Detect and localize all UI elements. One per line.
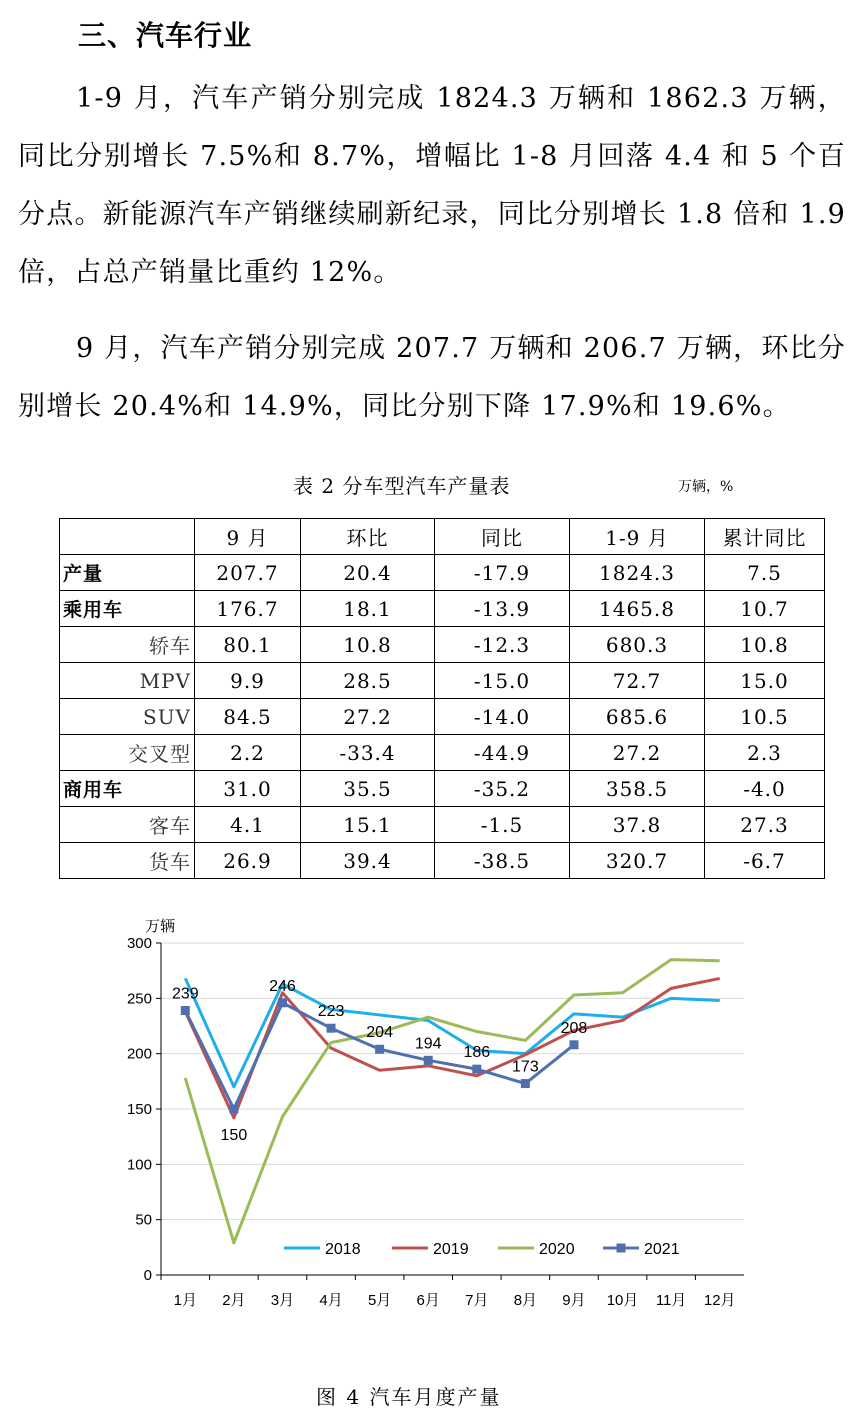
table-header-cell: 同比	[435, 519, 570, 555]
figure-caption: 图 4 汽车月度产量	[316, 1385, 502, 1409]
table-cell: -1.5	[435, 807, 570, 843]
table-row	[60, 627, 825, 663]
row-label: 乘用车	[60, 591, 195, 627]
y-tick-label: 250	[126, 990, 152, 1008]
table-cell: -4.0	[705, 771, 825, 807]
table-cell: 37.8	[570, 807, 705, 843]
table-cell: 10.5	[705, 699, 825, 735]
table-cell: 9.9	[195, 663, 301, 699]
table-cell: 15.1	[301, 807, 435, 843]
y-tick-label: 300	[126, 935, 152, 952]
data-point-2021	[327, 1024, 336, 1033]
table-unit: 万辆，%	[678, 479, 734, 495]
series-line-2019	[185, 978, 719, 1117]
data-point-2021	[181, 1006, 190, 1015]
row-label: 产量	[60, 555, 195, 591]
paragraph-production-ytd	[18, 70, 846, 302]
table-cell: 10.8	[705, 627, 825, 663]
x-tick-label: 7月	[465, 1292, 489, 1309]
data-label-2021: 173	[512, 1058, 539, 1076]
data-label-2021: 150	[220, 1127, 248, 1144]
x-tick-label: 10月	[606, 1292, 639, 1309]
table-cell: 27.2	[570, 735, 705, 771]
table-cell: 28.5	[301, 663, 435, 699]
table-cell: -12.3	[435, 627, 570, 663]
row-label: SUV	[60, 699, 195, 735]
table-cell: -33.4	[301, 735, 435, 771]
data-point-2021	[375, 1045, 384, 1054]
data-label-2021: 186	[463, 1044, 491, 1062]
table-cell: 320.7	[570, 843, 705, 879]
table-cell: 1824.3	[570, 555, 705, 591]
table-row	[60, 771, 825, 807]
row-label: 商用车	[60, 771, 195, 807]
table-row	[60, 843, 825, 879]
y-tick-label: 0	[143, 1267, 152, 1284]
table-cell: 4.1	[195, 807, 301, 843]
data-label-2021: 194	[414, 1035, 442, 1053]
table-cell: -14.0	[435, 699, 570, 735]
table-cell: 26.9	[195, 843, 301, 879]
table-cell: 685.6	[570, 699, 705, 735]
row-label: MPV	[60, 663, 195, 699]
x-tick-label: 8月	[513, 1292, 538, 1309]
table-cell: -38.5	[435, 843, 570, 879]
legend-label-2021: 2021	[644, 1241, 680, 1258]
legend-label-2020: 2020	[539, 1241, 575, 1258]
table-cell: 15.0	[705, 663, 825, 699]
table-header-cell: 9 月	[195, 519, 301, 555]
data-point-2021	[278, 998, 287, 1007]
row-label: 轿车	[60, 627, 195, 663]
table-cell: 1465.8	[570, 591, 705, 627]
data-point-2021	[569, 1040, 578, 1049]
x-tick-label: 9月	[562, 1292, 586, 1309]
paragraph-text: 9 月，汽车产销分别完成 207.7 万辆和 206.7 万辆，环比分别增长 20.4%和 14.9%，同比分别下降 17.9%和 19.6%。	[18, 333, 846, 422]
section-heading: 三、汽车行业	[78, 19, 253, 52]
x-tick-label: 1月	[173, 1292, 197, 1309]
table-cell: 680.3	[570, 627, 705, 663]
x-tick-label: 2月	[222, 1292, 246, 1309]
monthly-production-chart	[94, 908, 794, 1328]
series-line-2020	[185, 960, 719, 1243]
table-header-row	[60, 519, 825, 555]
table-row	[60, 591, 825, 627]
table-cell: -44.9	[435, 735, 570, 771]
table-cell: 39.4	[301, 843, 435, 879]
data-label-2021: 246	[269, 977, 296, 995]
table-cell: 10.7	[705, 591, 825, 627]
table-cell: 358.5	[570, 771, 705, 807]
x-tick-label: 11月	[655, 1292, 687, 1309]
table-cell: 35.5	[301, 771, 435, 807]
table-header-cell	[60, 519, 195, 555]
table-row	[60, 699, 825, 735]
x-tick-label: 12月	[703, 1292, 736, 1309]
table-header-cell: 环比	[301, 519, 435, 555]
data-label-2021: 239	[171, 985, 199, 1003]
table-cell: 207.7	[195, 555, 301, 591]
table-cell: 20.4	[301, 555, 435, 591]
x-tick-label: 6月	[416, 1292, 440, 1309]
table-cell: 31.0	[195, 771, 301, 807]
table-cell: 7.5	[705, 555, 825, 591]
x-tick-label: 4月	[319, 1292, 343, 1309]
table-cell: 27.2	[301, 699, 435, 735]
data-label-2021: 208	[560, 1019, 588, 1037]
x-tick-label: 3月	[270, 1292, 295, 1309]
data-point-2021	[472, 1065, 481, 1074]
row-label: 客车	[60, 807, 195, 843]
table-header-cell: 1-9 月	[570, 519, 705, 555]
x-tick-label: 5月	[367, 1292, 392, 1309]
data-point-2021	[229, 1105, 238, 1114]
y-tick-label: 50	[135, 1211, 152, 1229]
y-axis-label: 万辆	[145, 918, 176, 935]
table-caption: 表 2 分车型汽车产量表	[293, 474, 511, 498]
table-row	[60, 735, 825, 771]
table-cell: -13.9	[435, 591, 570, 627]
table-cell: 27.3	[705, 807, 825, 843]
legend-label-2019: 2019	[433, 1241, 469, 1258]
table-row	[60, 807, 825, 843]
table-cell: 18.1	[301, 591, 435, 627]
table-cell: 84.5	[195, 699, 301, 735]
table-cell: 2.2	[195, 735, 301, 771]
y-tick-label: 150	[126, 1101, 152, 1118]
table-cell: 176.7	[195, 591, 301, 627]
y-tick-label: 100	[126, 1156, 152, 1174]
data-point-2021	[521, 1079, 530, 1088]
table-cell: 80.1	[195, 627, 301, 663]
table-cell: -35.2	[435, 771, 570, 807]
paragraph-september	[18, 320, 846, 436]
table-row	[60, 663, 825, 699]
row-label: 货车	[60, 843, 195, 879]
legend-marker-2021	[617, 1244, 626, 1253]
table-header-cell: 累计同比	[705, 519, 825, 555]
data-label-2021: 223	[317, 1003, 345, 1021]
production-table	[59, 518, 825, 879]
data-label-2021: 204	[366, 1024, 393, 1042]
table-row	[60, 555, 825, 591]
row-label: 交叉型	[60, 735, 195, 771]
legend-label-2018: 2018	[325, 1241, 361, 1258]
table-cell: 72.7	[570, 663, 705, 699]
table-cell: 10.8	[301, 627, 435, 663]
table-cell: -17.9	[435, 555, 570, 591]
table-cell: 2.3	[705, 735, 825, 771]
y-tick-label: 200	[126, 1045, 152, 1063]
data-point-2021	[424, 1056, 433, 1065]
paragraph-text: 1-9 月，汽车产销分别完成 1824.3 万辆和 1862.3 万辆，同比分别增长 7.5%和 8.7%，增幅比 1-8 月回落 4.4 和 5 个百分点。新能源汽车产销继续刷新纪录，同比分别增长 1.8 倍和 1.9 倍，占总产销量比重约 12%。	[18, 83, 846, 288]
table-cell: -6.7	[705, 843, 825, 879]
table-cell: -15.0	[435, 663, 570, 699]
